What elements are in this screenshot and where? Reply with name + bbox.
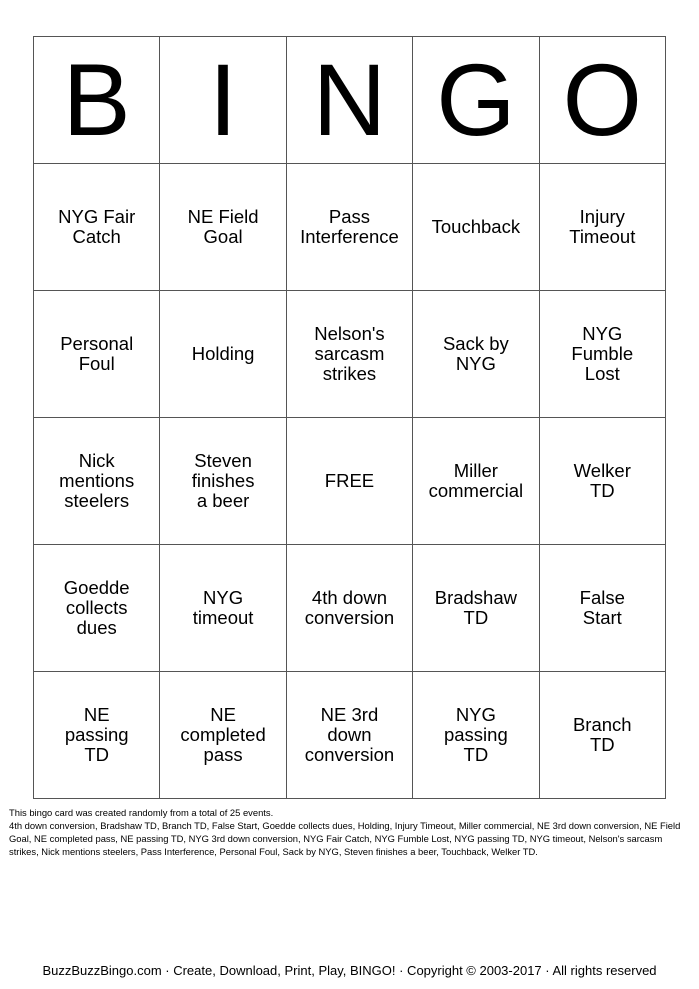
bingo-row-2	[34, 291, 666, 418]
cell-text: NYG timeout	[192, 587, 254, 628]
cell-text: Steven finishes a beer	[191, 450, 255, 511]
cell-text: NYG Fumble Lost	[571, 323, 634, 384]
cell-text: Holding	[191, 343, 255, 364]
header-letter-b: B	[34, 37, 160, 164]
bingo-cell	[160, 164, 286, 291]
bingo-cell	[160, 418, 286, 545]
bingo-cell	[413, 672, 539, 799]
cell-text: Miller commercial	[428, 460, 524, 501]
bingo-cell	[286, 291, 412, 418]
cell-text: NYG passing TD	[443, 704, 508, 765]
bingo-cell	[413, 164, 539, 291]
header-letter-i: I	[160, 37, 286, 164]
bingo-cell	[34, 291, 160, 418]
bingo-cell	[34, 164, 160, 291]
cell-text: Injury Timeout	[569, 206, 636, 247]
bingo-cell	[286, 164, 412, 291]
bingo-row-5	[34, 672, 666, 799]
header-letter-g: G	[413, 37, 539, 164]
bingo-row-4	[34, 545, 666, 672]
page-footer: BuzzBuzzBingo.com · Create, Download, Print, Play, BINGO! · Copyright © 2003-2017 · All rights reserved	[42, 963, 657, 978]
cell-text: NE 3rd down conversion	[304, 704, 395, 765]
notes-event-list: 4th down conversion, Bradshaw TD, Branch TD, False Start, Goedde collects dues, Holding, Injury Timeout, Miller commercial, NE 3rd down conversion, NE Field Goal, NE completed pass, NE passing TD, NYG 3rd down conversion, NYG Fair Catch, NYG Fumble Lost, NYG passing TD, NYG timeout, Nelson's sarcasm strikes, Nick mentions steelers, Pass Interference, Personal Foul, Sack by NYG, Steven finishes a beer, Touchback, Welker TD.	[9, 820, 681, 857]
header-letter-n: N	[286, 37, 412, 164]
bingo-cell	[539, 291, 665, 418]
cell-text: NE passing TD	[64, 704, 129, 765]
cell-text: 4th down conversion	[304, 587, 395, 628]
cell-text: NE completed pass	[180, 704, 266, 765]
cell-text: NYG Fair Catch	[58, 206, 136, 247]
bingo-header-row	[34, 37, 666, 164]
bingo-cell	[160, 291, 286, 418]
bingo-row-1	[34, 164, 666, 291]
bingo-row-3	[34, 418, 666, 545]
cell-text: Touchback	[431, 216, 521, 237]
card-notes	[9, 806, 691, 858]
cell-text: Welker TD	[573, 460, 631, 501]
notes-summary: This bingo card was created randomly from a total of 25 events.	[9, 807, 274, 818]
bingo-cell	[160, 545, 286, 672]
bingo-cell	[539, 418, 665, 545]
cell-text: Nick mentions steelers	[59, 450, 135, 511]
cell-text: Bradshaw TD	[434, 587, 517, 628]
bingo-cell	[539, 164, 665, 291]
cell-text: Personal Foul	[60, 333, 134, 374]
bingo-cell	[286, 672, 412, 799]
cell-text: Nelson's sarcasm strikes	[314, 323, 385, 384]
cell-text: Sack by NYG	[442, 333, 509, 374]
cell-text: Branch TD	[572, 714, 632, 755]
bingo-cell	[34, 672, 160, 799]
free-space-text: FREE	[324, 470, 375, 491]
bingo-cell	[539, 545, 665, 672]
bingo-cell	[286, 545, 412, 672]
bingo-cell	[539, 672, 665, 799]
bingo-cell	[160, 672, 286, 799]
cell-text: Pass Interference	[300, 206, 399, 247]
bingo-card	[33, 36, 666, 799]
cell-text: NE Field Goal	[187, 206, 259, 247]
bingo-cell	[413, 418, 539, 545]
cell-text: False Start	[579, 587, 625, 628]
bingo-cell	[34, 418, 160, 545]
cell-text: Goedde collects dues	[63, 577, 130, 638]
free-space-cell	[286, 418, 412, 545]
bingo-cell	[34, 545, 160, 672]
bingo-cell	[413, 291, 539, 418]
bingo-cell	[413, 545, 539, 672]
header-letter-o: O	[539, 37, 665, 164]
